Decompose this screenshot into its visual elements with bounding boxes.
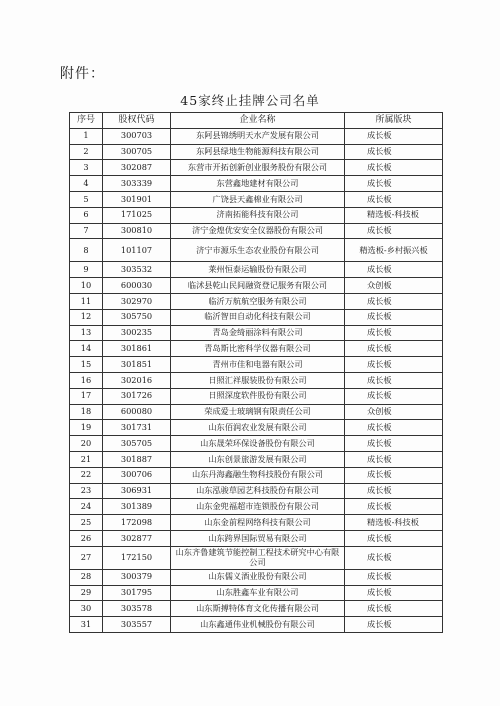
- row-code: 301795: [103, 585, 171, 601]
- row-code: 306931: [103, 483, 171, 499]
- row-code: 101107: [103, 239, 171, 262]
- row-company-name: 山东儒义酒业股份有限公司: [171, 569, 345, 585]
- row-index: 24: [70, 499, 103, 515]
- row-board: 成长板: [345, 160, 443, 176]
- row-index: 30: [70, 601, 103, 617]
- table-row: [70, 176, 443, 192]
- table-row: [70, 515, 443, 531]
- row-company-name: 青州市佳和电器有限公司: [171, 357, 345, 373]
- row-company-name: 山东胜鑫车业有限公司: [171, 585, 345, 601]
- row-code: 302016: [103, 372, 171, 388]
- row-company-name: 山东创景旅游发展有限公司: [171, 451, 345, 467]
- row-index: 12: [70, 309, 103, 325]
- row-company-name: 山东佰润农业发展有限公司: [171, 420, 345, 436]
- table-row: [70, 585, 443, 601]
- row-index: 17: [70, 388, 103, 404]
- header-index: 序号: [70, 113, 103, 129]
- row-code: 301887: [103, 451, 171, 467]
- row-index: 29: [70, 585, 103, 601]
- row-company-name: 济南拓能科技有限公司: [171, 207, 345, 223]
- row-code: 300379: [103, 569, 171, 585]
- row-board: 成长板: [345, 436, 443, 452]
- row-code: 301731: [103, 420, 171, 436]
- row-company-name: 济宁金煌优安安全仪器股份有限公司: [171, 223, 345, 239]
- row-company-name: 东阿县锦绣明天水产发展有限公司: [171, 128, 345, 144]
- row-index: 4: [70, 176, 103, 192]
- table-row: [70, 436, 443, 452]
- row-board: 成长板: [345, 467, 443, 483]
- row-index: 27: [70, 546, 103, 569]
- row-company-name: 东营市开拓创新创业服务股份有限公司: [171, 160, 345, 176]
- row-board: 成长板: [345, 191, 443, 207]
- row-index: 28: [70, 569, 103, 585]
- table-row: [70, 372, 443, 388]
- row-company-name: 青岛斯比密科学仪器有限公司: [171, 341, 345, 357]
- table-row: [70, 309, 443, 325]
- row-index: 7: [70, 223, 103, 239]
- row-board: 成长板: [345, 499, 443, 515]
- attachment-heading: 附件：: [60, 66, 105, 82]
- row-index: 19: [70, 420, 103, 436]
- row-code: 301389: [103, 499, 171, 515]
- row-index: 18: [70, 404, 103, 420]
- row-code: 302970: [103, 293, 171, 309]
- row-board: 成长板: [345, 372, 443, 388]
- row-code: 300706: [103, 467, 171, 483]
- row-code: 303578: [103, 601, 171, 617]
- row-code: 301726: [103, 388, 171, 404]
- row-board: 精选板-科技板: [345, 515, 443, 531]
- row-code: 301851: [103, 357, 171, 373]
- row-index: 1: [70, 128, 103, 144]
- row-board: 成长板: [345, 530, 443, 546]
- row-board: 成长板: [345, 341, 443, 357]
- table-row: [70, 420, 443, 436]
- row-code: 300703: [103, 128, 171, 144]
- header-code: 股权代码: [103, 113, 171, 129]
- table-row: [70, 357, 443, 373]
- table-row: [70, 207, 443, 223]
- row-board: 众创板: [345, 404, 443, 420]
- table-row: [70, 530, 443, 546]
- row-board: 成长板: [345, 546, 443, 569]
- row-code: 301861: [103, 341, 171, 357]
- row-code: 171025: [103, 207, 171, 223]
- row-index: 22: [70, 467, 103, 483]
- row-code: 172150: [103, 546, 171, 569]
- row-index: 11: [70, 293, 103, 309]
- row-board: 成长板: [345, 144, 443, 160]
- row-index: 31: [70, 617, 103, 633]
- row-code: 300705: [103, 144, 171, 160]
- row-index: 9: [70, 262, 103, 278]
- row-company-name: 山东齐鲁建筑节能控制工程技术研究中心有限公司: [171, 546, 345, 569]
- row-code: 600080: [103, 404, 171, 420]
- table-row: [70, 262, 443, 278]
- table-row: [70, 341, 443, 357]
- table-row: [70, 278, 443, 294]
- document-title: 45家终止挂牌公司名单: [180, 93, 320, 108]
- row-company-name: 东营鑫地建材有限公司: [171, 176, 345, 192]
- row-index: 6: [70, 207, 103, 223]
- row-company-name: 日照深度软件股份有限公司: [171, 388, 345, 404]
- row-code: 305705: [103, 436, 171, 452]
- row-company-name: 临沂万航航空服务有限公司: [171, 293, 345, 309]
- row-company-name: 山东金前程网络科技有限公司: [171, 515, 345, 531]
- row-board: 众创板: [345, 278, 443, 294]
- row-index: 10: [70, 278, 103, 294]
- row-index: 5: [70, 191, 103, 207]
- table-row: [70, 451, 443, 467]
- row-code: 600030: [103, 278, 171, 294]
- table-row: [70, 293, 443, 309]
- row-company-name: 临沭县乾山民间融资登记服务有限公司: [171, 278, 345, 294]
- row-company-name: 济宁市源乐生态农业股份有限公司: [171, 239, 345, 262]
- row-company-name: 山东丹海鑫融生物科技股份有限公司: [171, 467, 345, 483]
- table-row: [70, 239, 443, 262]
- table-row: [70, 388, 443, 404]
- row-code: 305750: [103, 309, 171, 325]
- header-board: 所属版块: [345, 113, 443, 129]
- row-code: 303532: [103, 262, 171, 278]
- table-row: [70, 467, 443, 483]
- row-company-name: 东阿县绿地生物能源科技有限公司: [171, 144, 345, 160]
- row-board: 成长板: [345, 483, 443, 499]
- row-code: 301901: [103, 191, 171, 207]
- row-index: 26: [70, 530, 103, 546]
- table-row: [70, 160, 443, 176]
- row-board: 成长板: [345, 601, 443, 617]
- row-board: 成长板: [345, 420, 443, 436]
- table-row: [70, 601, 443, 617]
- row-company-name: 广饶县天鑫棉业有限公司: [171, 191, 345, 207]
- row-index: 14: [70, 341, 103, 357]
- table-row: [70, 404, 443, 420]
- table-row: [70, 191, 443, 207]
- row-board: 成长板: [345, 128, 443, 144]
- row-board: 成长板: [345, 176, 443, 192]
- row-index: 3: [70, 160, 103, 176]
- row-company-name: 山东泓骏草园艺科技股份有限公司: [171, 483, 345, 499]
- row-code: 302087: [103, 160, 171, 176]
- table-row: [70, 128, 443, 144]
- row-index: 15: [70, 357, 103, 373]
- row-board: 成长板: [345, 293, 443, 309]
- row-index: 23: [70, 483, 103, 499]
- table-row: [70, 223, 443, 239]
- row-board: 成长板: [345, 569, 443, 585]
- row-company-name: 山东斯搏特体育文化传播有限公司: [171, 601, 345, 617]
- row-company-name: 荣成爱士玻璃钢有限责任公司: [171, 404, 345, 420]
- row-index: 8: [70, 239, 103, 262]
- row-board: 成长板: [345, 585, 443, 601]
- table-body: [70, 128, 443, 632]
- row-board: 成长板: [345, 309, 443, 325]
- row-board: 成长板: [345, 451, 443, 467]
- row-code: 303339: [103, 176, 171, 192]
- table-row: [70, 617, 443, 633]
- row-code: 172098: [103, 515, 171, 531]
- row-board: 成长板: [345, 262, 443, 278]
- row-index: 16: [70, 372, 103, 388]
- row-code: 302877: [103, 530, 171, 546]
- table-row: [70, 325, 443, 341]
- row-board: 成长板: [345, 388, 443, 404]
- company-table: [69, 112, 443, 633]
- row-company-name: 山东晟荣环保设备股份有限公司: [171, 436, 345, 452]
- row-index: 25: [70, 515, 103, 531]
- header-company-name: 企业名称: [171, 113, 345, 129]
- row-index: 2: [70, 144, 103, 160]
- row-code: 300810: [103, 223, 171, 239]
- row-board: 精选板-科技板: [345, 207, 443, 223]
- row-board: 成长板: [345, 223, 443, 239]
- row-board: 成长板: [345, 357, 443, 373]
- row-index: 13: [70, 325, 103, 341]
- row-board: 成长板: [345, 617, 443, 633]
- row-code: 300235: [103, 325, 171, 341]
- row-index: 21: [70, 451, 103, 467]
- row-company-name: 青岛金绮丽涂料有限公司: [171, 325, 345, 341]
- table-header-row: [70, 113, 443, 129]
- table-row: [70, 546, 443, 569]
- table-row: [70, 569, 443, 585]
- table-row: [70, 483, 443, 499]
- row-company-name: 临沂智田自动化科技有限公司: [171, 309, 345, 325]
- row-board: 精选板-乡村振兴板: [345, 239, 443, 262]
- row-code: 303557: [103, 617, 171, 633]
- row-company-name: 莱州恒泰运输股份有限公司: [171, 262, 345, 278]
- row-company-name: 山东跨界国际贸易有限公司: [171, 530, 345, 546]
- table-row: [70, 499, 443, 515]
- row-company-name: 山东鑫通伟业机械股份有限公司: [171, 617, 345, 633]
- row-index: 20: [70, 436, 103, 452]
- row-board: 成长板: [345, 325, 443, 341]
- table-row: [70, 144, 443, 160]
- row-company-name: 山东金兜福超市连锁股份有限公司: [171, 499, 345, 515]
- row-company-name: 日照汇祥服装股份有限公司: [171, 372, 345, 388]
